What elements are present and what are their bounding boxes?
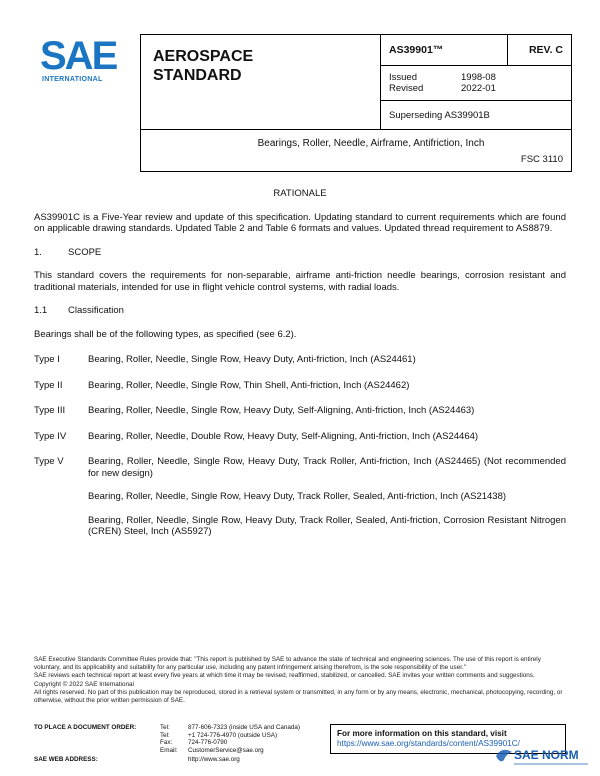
revised-label: Revised	[389, 83, 424, 94]
footer-disclaimer: SAE Executive Standards Committee Rules provide that: "This report is published by SAE to advance the state of technical and engineering sciences. The use of this report is entirely voluntary, and its applicability and suitability for any particular use, including any patent infringement arising therefrom, is the sole responsibility of the user."	[34, 656, 541, 671]
classification-heading	[34, 305, 566, 317]
type-item	[34, 456, 566, 479]
more-info-heading: For more information on this standard, visit	[337, 729, 507, 738]
type-description: Bearing, Roller, Needle, Single Row, Thin Shell, Anti-friction, Inch (AS24462)	[88, 379, 410, 391]
doc-subject: Bearings, Roller, Needle, Airframe, Antifriction, Inch	[257, 138, 485, 149]
standard-url-link[interactable]: https://www.sae.org/standards/content/AS39901C/	[337, 739, 520, 748]
type-description: Bearing, Roller, Needle, Double Row, Heavy Duty, Self-Aligning, Anti-friction, Inch (AS24464)	[88, 430, 479, 442]
issued-label: Issued	[389, 72, 417, 83]
scope-text: This standard covers the requirements for non-separable, airframe anti-friction needle bearings, corrosion resistant and traditional materials, intended for use in flight vehicle control systems, with radial loads.	[34, 270, 566, 293]
footer-copyright: Copyright © 2022 SAE International	[34, 680, 134, 688]
web-link[interactable]: http://www.sae.org	[188, 756, 240, 763]
fsc-code: FSC 3110	[520, 154, 563, 165]
email-label: Email:	[160, 746, 178, 754]
section-number: 1.1	[34, 305, 48, 316]
order-label: TO PLACE A DOCUMENT ORDER:	[34, 724, 137, 731]
type-label: Type III	[34, 405, 66, 416]
logo-wordmark: SAE	[40, 34, 117, 78]
type-label: Type II	[34, 379, 63, 391]
tel2-label: Tel:	[160, 731, 170, 739]
scope-heading	[34, 247, 566, 259]
tel-value: 877-606-7323 (inside USA and Canada)	[188, 724, 301, 731]
section-title: Classification	[68, 305, 124, 316]
revision-label: REV. C	[508, 34, 572, 66]
fax-value: 724-776-0790	[188, 739, 228, 747]
revised-value: 2022-01	[461, 83, 496, 94]
type-v-variant-1: Bearing, Roller, Needle, Single Row, Heavy Duty, Track Roller, Sealed, Anti-friction, Inch (AS21438)	[88, 491, 507, 502]
doc-type-line-1: AEROSPACE	[153, 48, 254, 65]
document-header	[34, 34, 572, 184]
type-item	[34, 431, 566, 443]
type-description: Bearing, Roller, Needle, Single Row, Heavy Duty, Self-Aligning, Anti-friction, Inch (AS24463)	[88, 405, 475, 416]
classification-intro: Bearings shall be of the following types, as specified (see 6.2).	[34, 328, 297, 340]
sae-logo	[40, 36, 130, 96]
type-description: Bearing, Roller, Needle, Single Row, Heavy Duty, Track Roller, Anti-friction, Inch (AS24465) (Not recommended for new design)	[88, 456, 566, 479]
section-number: 1.	[34, 246, 42, 258]
sae-norm-watermark	[492, 742, 592, 770]
rationale-heading: RATIONALE	[273, 188, 327, 199]
document-body	[34, 188, 566, 538]
tel-label: Tel:	[160, 724, 170, 731]
type-v-variant-2: Bearing, Roller, Needle, Single Row, Heavy Duty, Track Roller, Sealed, Anti-friction, Corrosion Resistant Nitrogen (CREN) Steel, Inch (AS5927)	[88, 514, 566, 537]
fax-label: Fax:	[160, 739, 173, 747]
email-link[interactable]: CustomerService@sae.org	[188, 746, 264, 754]
tel2-value: +1 724-776-4970 (outside USA)	[188, 731, 278, 739]
footer-review-note: SAE reviews each technical report at least every five years at which time it may be revised, reaffirmed, stabilized, or cancelled. SAE invites your written comments and suggestions.	[34, 672, 535, 680]
doc-type-line-2: STANDARD	[153, 67, 242, 84]
rationale-text: AS39901C is a Five-Year review and update of this specification. Updating standard to current requirements which are found on applicable drawing standards. Updated Table 2 and Table 6 formats and values. Updated thread requirement to AS8879.	[34, 211, 566, 234]
type-item	[34, 380, 566, 392]
section-title: SCOPE	[68, 246, 102, 258]
dates-box	[380, 66, 572, 100]
issued-value: 1998-08	[461, 72, 496, 83]
type-label: Type I	[34, 354, 60, 365]
type-label: Type IV	[34, 430, 67, 442]
type-item	[34, 405, 566, 417]
web-label: SAE WEB ADDRESS:	[34, 756, 98, 763]
watermark-text: SAE NORM	[514, 748, 579, 762]
logo-subtext: INTERNATIONAL	[42, 76, 103, 83]
superseding-note: Superseding AS39901B	[380, 100, 572, 130]
legal-footer	[34, 656, 566, 706]
doc-type-box	[140, 34, 380, 130]
type-item	[34, 354, 566, 366]
doc-number: AS39901™	[380, 34, 508, 66]
type-label: Type V	[34, 456, 64, 467]
type-description: Bearing, Roller, Needle, Single Row, Heavy Duty, Anti-friction, Inch (AS24461)	[88, 354, 416, 365]
footer-rights: All rights reserved. No part of this publication may be reproduced, stored in a retrieval system or transmitted, in any form or by any means, electronic, mechanical, photocopying, recording, or otherwise, without the prior written permission of SAE.	[34, 689, 563, 704]
subject-box	[140, 130, 572, 172]
